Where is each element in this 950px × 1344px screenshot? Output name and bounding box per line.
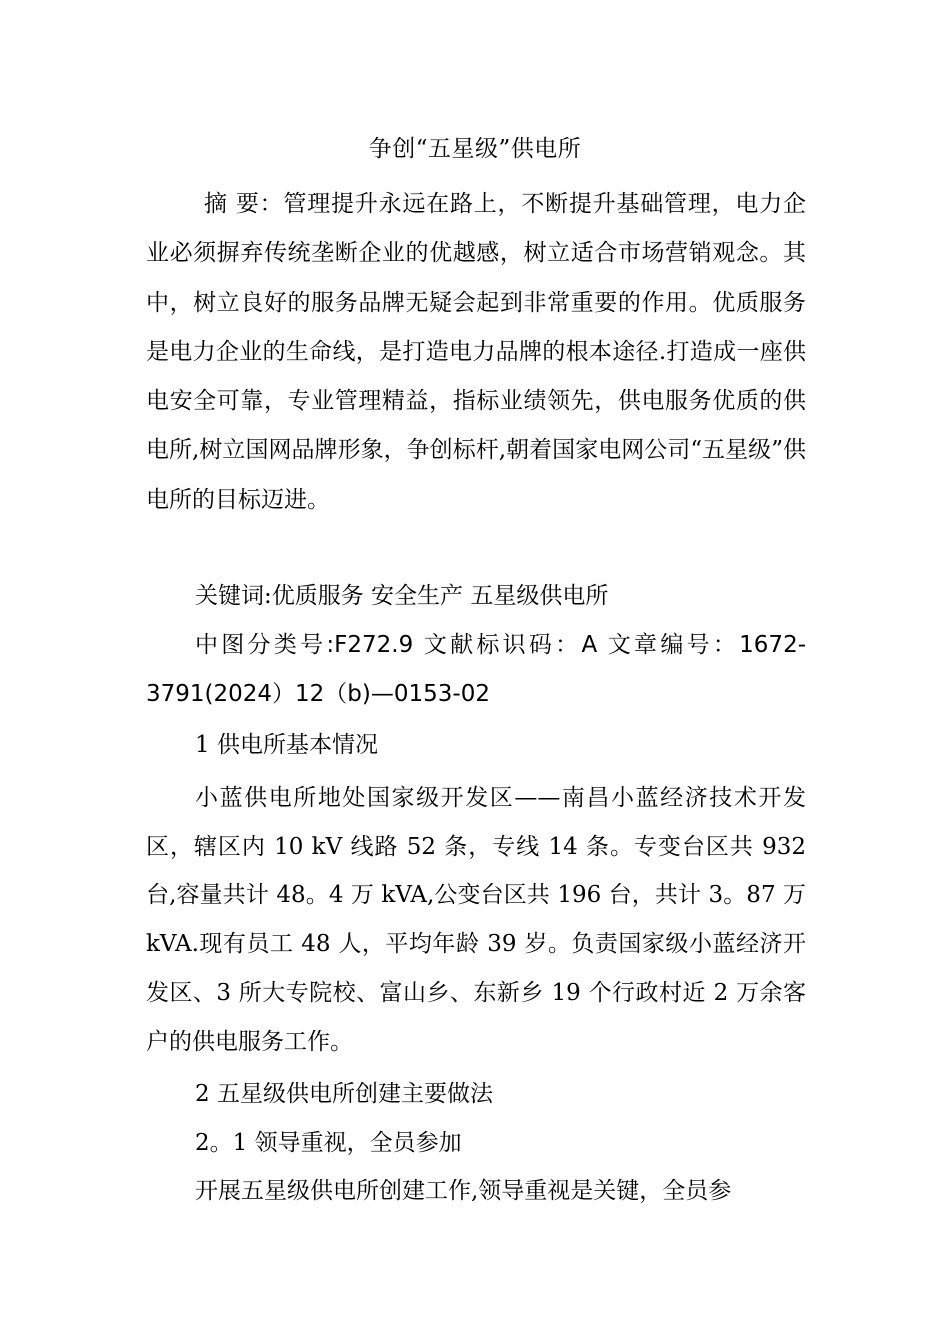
abstract-paragraph: 摘 要：管理提升永远在路上，不断提升基础管理，电力企业必须摒弃传统垄断企业的优越感，树立适合市场营销观念。其中，树立良好的服务品牌无疑会起到非常重要的作用。优质服务是电力企业的生命线，是打造电力品牌的根本途径.打造成一座供电安全可靠，专业管理精益，指标业绩领先，供电服务优质的供电所,树立国网品牌形象，争创标杆,朝着国家电网公司“五星级”供电所的目标迈进。	[146, 191, 806, 513]
keywords-line: 关键词:优质服务 安全生产 五星级供电所	[195, 583, 609, 609]
section-2-heading: 2 五星级供电所创建主要做法	[195, 1081, 493, 1107]
section-1-heading: 1 供电所基本情况	[195, 732, 378, 758]
section-1-body: 小蓝供电所地处国家级开发区——南昌小蓝经济技术开发区，辖区内 10 kV 线路 52 条，专线 14 条。专变台区共 932 台,容量共计 48。4 万 kVA,公变台区共 196 台，共计 3。87 万 kVA.现有员工 48 人，平均年龄 39 岁。负责国家级小蓝经济开发区、3 所大专院校、富山乡、东新乡 19 个行政村近 2 万余客户的供电服务工作。	[146, 785, 806, 1055]
section-2-1-heading: 2。1 领导重视，全员参加	[195, 1130, 462, 1156]
section-2-1-body: 开展五星级供电所创建工作,领导重视是关键，全员参	[195, 1178, 732, 1204]
document-title: 争创“五星级”供电所	[368, 136, 582, 162]
classification-line: 中图分类号:F272.9 文献标识码：A 文章编号：1672-3791(2024）12（b)—0153-02	[146, 632, 806, 707]
